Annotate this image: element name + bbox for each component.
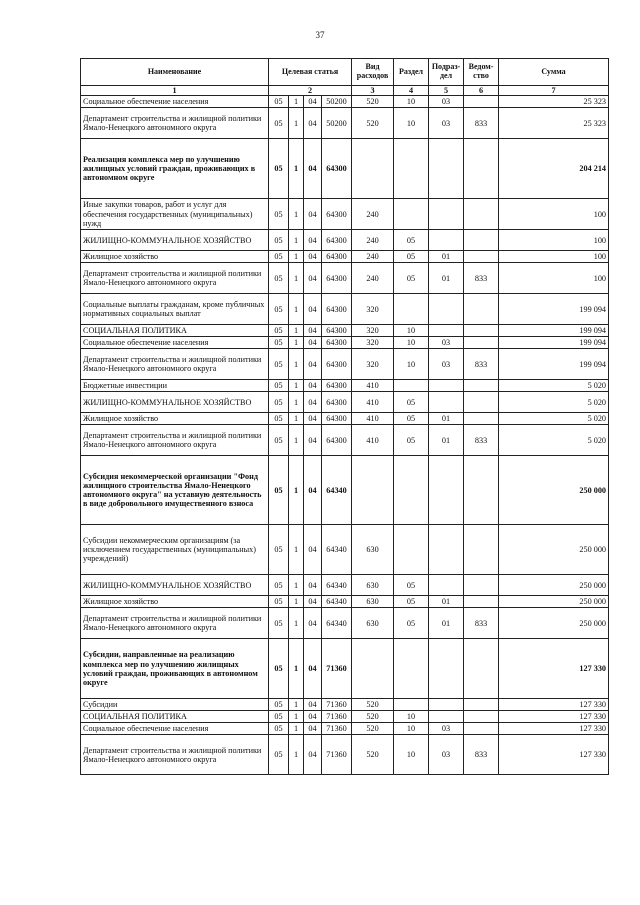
target-article-part3: 04: [304, 639, 322, 699]
target-article-part3: 04: [304, 325, 322, 337]
section-cell: 05: [394, 596, 429, 608]
target-article-part2: 1: [289, 251, 304, 263]
sum-cell: 127 330: [499, 735, 609, 775]
sum-cell: 199 094: [499, 325, 609, 337]
target-article-part2: 1: [289, 349, 304, 380]
target-article-part2: 1: [289, 139, 304, 199]
index-cell: 1: [81, 86, 269, 96]
sum-cell: 5 020: [499, 425, 609, 456]
row-name: ЖИЛИЩНО-КОММУНАЛЬНОЕ ХОЗЯЙСТВО: [81, 392, 269, 413]
header-target-article: Целевая статья: [269, 59, 352, 86]
department-cell: 833: [464, 608, 499, 639]
row-name: Социальное обеспечение населения: [81, 723, 269, 735]
sum-cell: 100: [499, 251, 609, 263]
target-article-part1: 05: [269, 425, 289, 456]
subsection-cell: 01: [429, 608, 464, 639]
target-article-part2: 1: [289, 608, 304, 639]
section-cell: 10: [394, 711, 429, 723]
subsection-cell: [429, 525, 464, 575]
target-article-part2: 1: [289, 263, 304, 294]
target-article-part1: 05: [269, 251, 289, 263]
expense-type-cell: 320: [352, 325, 394, 337]
table-row: [81, 711, 609, 723]
sum-cell: 5 020: [499, 380, 609, 392]
row-name: Субсидии: [81, 699, 269, 711]
budget-table: [80, 58, 609, 775]
header-department: Ведом-ство: [464, 59, 499, 86]
row-name: Субсидии, направленные на реализацию комплекса мер по улучшению жилищных условий граждан, проживающих в автономном округе: [81, 639, 269, 699]
target-article-part2: 1: [289, 413, 304, 425]
target-article-part2: 1: [289, 699, 304, 711]
target-article-part1: 05: [269, 525, 289, 575]
target-article-code: 64300: [322, 392, 352, 413]
section-cell: 10: [394, 349, 429, 380]
target-article-part1: 05: [269, 392, 289, 413]
row-name: Реализация комплекса мер по улучшению жилищных условий граждан, проживающих в автономном округе: [81, 139, 269, 199]
target-article-part3: 04: [304, 251, 322, 263]
department-cell: [464, 413, 499, 425]
table-row: [81, 608, 609, 639]
sum-cell: 199 094: [499, 337, 609, 349]
sum-cell: 25 323: [499, 96, 609, 108]
target-article-part3: 04: [304, 230, 322, 251]
index-cell: 3: [352, 86, 394, 96]
expense-type-cell: 410: [352, 425, 394, 456]
section-cell: 05: [394, 251, 429, 263]
row-name: ЖИЛИЩНО-КОММУНАЛЬНОЕ ХОЗЯЙСТВО: [81, 575, 269, 596]
section-cell: 05: [394, 608, 429, 639]
table-row: [81, 108, 609, 139]
target-article-part1: 05: [269, 337, 289, 349]
subsection-cell: 01: [429, 263, 464, 294]
target-article-part1: 05: [269, 294, 289, 325]
row-name: Департамент строительства и жилищной политики Ямало-Ненецкого автономного округа: [81, 735, 269, 775]
target-article-part3: 04: [304, 108, 322, 139]
target-article-part1: 05: [269, 139, 289, 199]
expense-type-cell: 240: [352, 199, 394, 230]
row-name: Социальное обеспечение населения: [81, 96, 269, 108]
table-header-row: [81, 59, 609, 86]
row-name: Социальные выплаты гражданам, кроме публичных нормативных социальных выплат: [81, 294, 269, 325]
row-name: ЖИЛИЩНО-КОММУНАЛЬНОЕ ХОЗЯЙСТВО: [81, 230, 269, 251]
expense-type-cell: 630: [352, 575, 394, 596]
target-article-part3: 04: [304, 349, 322, 380]
table-row: [81, 413, 609, 425]
table-row: [81, 349, 609, 380]
expense-type-cell: 410: [352, 380, 394, 392]
expense-type-cell: 320: [352, 294, 394, 325]
expense-type-cell: [352, 139, 394, 199]
target-article-code: 50200: [322, 108, 352, 139]
target-article-part2: 1: [289, 639, 304, 699]
subsection-cell: [429, 639, 464, 699]
sum-cell: 5 020: [499, 392, 609, 413]
section-cell: [394, 199, 429, 230]
section-cell: 05: [394, 392, 429, 413]
target-article-code: 64340: [322, 575, 352, 596]
target-article-code: 64340: [322, 456, 352, 525]
target-article-part3: 04: [304, 199, 322, 230]
target-article-part3: 04: [304, 711, 322, 723]
target-article-part2: 1: [289, 230, 304, 251]
expense-type-cell: 240: [352, 230, 394, 251]
sum-cell: 250 000: [499, 608, 609, 639]
section-cell: 10: [394, 337, 429, 349]
department-cell: [464, 325, 499, 337]
section-cell: 10: [394, 735, 429, 775]
row-name: Жилищное хозяйство: [81, 413, 269, 425]
target-article-part1: 05: [269, 456, 289, 525]
target-article-part3: 04: [304, 263, 322, 294]
row-name: Иные закупки товаров, работ и услуг для обеспечения государственных (муниципальных) нужд: [81, 199, 269, 230]
row-name: Департамент строительства и жилищной политики Ямало-Ненецкого автономного округа: [81, 349, 269, 380]
subsection-cell: 03: [429, 349, 464, 380]
expense-type-cell: 630: [352, 608, 394, 639]
sum-cell: 250 000: [499, 596, 609, 608]
target-article-part2: 1: [289, 723, 304, 735]
department-cell: 833: [464, 263, 499, 294]
department-cell: [464, 337, 499, 349]
target-article-part2: 1: [289, 425, 304, 456]
target-article-part3: 04: [304, 525, 322, 575]
target-article-code: 64300: [322, 199, 352, 230]
sum-cell: 204 214: [499, 139, 609, 199]
section-cell: 10: [394, 325, 429, 337]
department-cell: [464, 525, 499, 575]
department-cell: [464, 699, 499, 711]
target-article-part1: 05: [269, 380, 289, 392]
table-row: [81, 325, 609, 337]
table-row: [81, 525, 609, 575]
department-cell: [464, 596, 499, 608]
table-row: [81, 456, 609, 525]
section-cell: 05: [394, 230, 429, 251]
header-subsection: Подраз-дел: [429, 59, 464, 86]
target-article-part3: 04: [304, 456, 322, 525]
department-cell: [464, 711, 499, 723]
row-name: Департамент строительства и жилищной политики Ямало-Ненецкого автономного округа: [81, 263, 269, 294]
table-row: [81, 263, 609, 294]
expense-type-cell: 410: [352, 392, 394, 413]
index-cell: 7: [499, 86, 609, 96]
row-name: Жилищное хозяйство: [81, 596, 269, 608]
target-article-part1: 05: [269, 596, 289, 608]
sum-cell: 250 000: [499, 575, 609, 596]
expense-type-cell: 520: [352, 711, 394, 723]
subsection-cell: [429, 380, 464, 392]
subsection-cell: 03: [429, 723, 464, 735]
table-row: [81, 596, 609, 608]
expense-type-cell: [352, 639, 394, 699]
table-row: [81, 392, 609, 413]
sum-cell: 250 000: [499, 525, 609, 575]
target-article-part3: 04: [304, 294, 322, 325]
target-article-part1: 05: [269, 96, 289, 108]
department-cell: [464, 575, 499, 596]
expense-type-cell: 520: [352, 723, 394, 735]
sum-cell: 100: [499, 199, 609, 230]
target-article-part2: 1: [289, 337, 304, 349]
target-article-part3: 04: [304, 596, 322, 608]
sum-cell: 199 094: [499, 294, 609, 325]
target-article-part3: 04: [304, 392, 322, 413]
target-article-code: 64300: [322, 325, 352, 337]
target-article-part3: 04: [304, 139, 322, 199]
table-row: [81, 723, 609, 735]
expense-type-cell: 630: [352, 525, 394, 575]
section-cell: 10: [394, 96, 429, 108]
department-cell: [464, 456, 499, 525]
department-cell: 833: [464, 735, 499, 775]
table-row: [81, 251, 609, 263]
row-name: Департамент строительства и жилищной политики Ямало-Ненецкого автономного округа: [81, 108, 269, 139]
header-sum: Сумма: [499, 59, 609, 86]
table-row: [81, 294, 609, 325]
sum-cell: 250 000: [499, 456, 609, 525]
sum-cell: 100: [499, 263, 609, 294]
subsection-cell: 03: [429, 337, 464, 349]
target-article-part1: 05: [269, 608, 289, 639]
target-article-part1: 05: [269, 735, 289, 775]
department-cell: [464, 392, 499, 413]
section-cell: 10: [394, 108, 429, 139]
target-article-code: 64300: [322, 337, 352, 349]
subsection-cell: 01: [429, 413, 464, 425]
target-article-code: 64340: [322, 596, 352, 608]
expense-type-cell: 240: [352, 251, 394, 263]
target-article-part2: 1: [289, 575, 304, 596]
target-article-code: 71360: [322, 711, 352, 723]
sum-cell: 199 094: [499, 349, 609, 380]
target-article-part3: 04: [304, 425, 322, 456]
table-row: [81, 337, 609, 349]
expense-type-cell: 520: [352, 108, 394, 139]
department-cell: [464, 199, 499, 230]
target-article-part1: 05: [269, 413, 289, 425]
section-cell: [394, 699, 429, 711]
row-name: СОЦИАЛЬНАЯ ПОЛИТИКА: [81, 325, 269, 337]
target-article-part3: 04: [304, 413, 322, 425]
expense-type-cell: [352, 456, 394, 525]
target-article-code: 64300: [322, 380, 352, 392]
subsection-cell: [429, 325, 464, 337]
row-name: Департамент строительства и жилищной политики Ямало-Ненецкого автономного округа: [81, 608, 269, 639]
expense-type-cell: 320: [352, 337, 394, 349]
target-article-code: 50200: [322, 96, 352, 108]
target-article-part1: 05: [269, 325, 289, 337]
target-article-part1: 05: [269, 230, 289, 251]
subsection-cell: 01: [429, 251, 464, 263]
target-article-part1: 05: [269, 723, 289, 735]
department-cell: [464, 380, 499, 392]
subsection-cell: [429, 575, 464, 596]
index-cell: 5: [429, 86, 464, 96]
target-article-part2: 1: [289, 456, 304, 525]
target-article-part1: 05: [269, 711, 289, 723]
expense-type-cell: 240: [352, 263, 394, 294]
header-section: Раздел: [394, 59, 429, 86]
department-cell: [464, 96, 499, 108]
row-name: Субсидии некоммерческим организациям (за исключением государственных (муниципальных) учреждений): [81, 525, 269, 575]
target-article-part1: 05: [269, 699, 289, 711]
target-article-part3: 04: [304, 735, 322, 775]
subsection-cell: [429, 699, 464, 711]
target-article-part3: 04: [304, 608, 322, 639]
target-article-code: 71360: [322, 723, 352, 735]
row-name: Департамент строительства и жилищной политики Ямало-Ненецкого автономного округа: [81, 425, 269, 456]
row-name: Социальное обеспечение населения: [81, 337, 269, 349]
sum-cell: 25 323: [499, 108, 609, 139]
target-article-part2: 1: [289, 392, 304, 413]
index-cell: 4: [394, 86, 429, 96]
target-article-code: 64300: [322, 251, 352, 263]
section-cell: [394, 380, 429, 392]
table-row: [81, 639, 609, 699]
row-name: Бюджетные инвестиции: [81, 380, 269, 392]
target-article-code: 71360: [322, 699, 352, 711]
department-cell: 833: [464, 349, 499, 380]
expense-type-cell: 520: [352, 699, 394, 711]
subsection-cell: [429, 392, 464, 413]
subsection-cell: 03: [429, 96, 464, 108]
target-article-code: 64300: [322, 349, 352, 380]
target-article-code: 64300: [322, 425, 352, 456]
target-article-part2: 1: [289, 525, 304, 575]
subsection-cell: 01: [429, 596, 464, 608]
department-cell: [464, 230, 499, 251]
sum-cell: 127 330: [499, 639, 609, 699]
target-article-code: 64340: [322, 608, 352, 639]
section-cell: 10: [394, 723, 429, 735]
section-cell: 05: [394, 413, 429, 425]
target-article-part2: 1: [289, 735, 304, 775]
subsection-cell: [429, 230, 464, 251]
expense-type-cell: 520: [352, 96, 394, 108]
expense-type-cell: 320: [352, 349, 394, 380]
header-expense-type: Вид расходов: [352, 59, 394, 86]
table-row: [81, 380, 609, 392]
expense-type-cell: 520: [352, 735, 394, 775]
table-index-row: [81, 86, 609, 96]
target-article-code: 64300: [322, 413, 352, 425]
department-cell: [464, 294, 499, 325]
target-article-part1: 05: [269, 575, 289, 596]
target-article-part3: 04: [304, 337, 322, 349]
section-cell: [394, 456, 429, 525]
target-article-part3: 04: [304, 96, 322, 108]
sum-cell: 127 330: [499, 699, 609, 711]
target-article-part1: 05: [269, 263, 289, 294]
row-name: СОЦИАЛЬНАЯ ПОЛИТИКА: [81, 711, 269, 723]
page-number: 37: [315, 30, 325, 40]
target-article-code: 64300: [322, 139, 352, 199]
target-article-part2: 1: [289, 711, 304, 723]
index-cell: 2: [269, 86, 352, 96]
subsection-cell: 01: [429, 425, 464, 456]
target-article-part1: 05: [269, 639, 289, 699]
table-row: [81, 96, 609, 108]
table-row: [81, 230, 609, 251]
department-cell: [464, 723, 499, 735]
target-article-part3: 04: [304, 699, 322, 711]
department-cell: [464, 139, 499, 199]
target-article-code: 64340: [322, 525, 352, 575]
target-article-part2: 1: [289, 294, 304, 325]
target-article-code: 64300: [322, 294, 352, 325]
sum-cell: 5 020: [499, 413, 609, 425]
row-name: Субсидия некоммерческой организации "Фонд жилищного строительства Ямало-Ненецкого автономного округа" на уставную деятельность в виде добровольного имущественного взноса: [81, 456, 269, 525]
target-article-part3: 04: [304, 575, 322, 596]
target-article-code: 71360: [322, 735, 352, 775]
section-cell: 05: [394, 425, 429, 456]
department-cell: [464, 251, 499, 263]
target-article-code: 71360: [322, 639, 352, 699]
table-row: [81, 425, 609, 456]
expense-type-cell: 630: [352, 596, 394, 608]
subsection-cell: [429, 294, 464, 325]
subsection-cell: 03: [429, 735, 464, 775]
table-row: [81, 199, 609, 230]
target-article-part2: 1: [289, 108, 304, 139]
subsection-cell: [429, 456, 464, 525]
section-cell: [394, 294, 429, 325]
target-article-part2: 1: [289, 199, 304, 230]
row-name: Жилищное хозяйство: [81, 251, 269, 263]
target-article-part3: 04: [304, 723, 322, 735]
target-article-part2: 1: [289, 380, 304, 392]
sum-cell: 100: [499, 230, 609, 251]
target-article-part3: 04: [304, 380, 322, 392]
target-article-part2: 1: [289, 596, 304, 608]
table-row: [81, 575, 609, 596]
expense-type-cell: 410: [352, 413, 394, 425]
target-article-part1: 05: [269, 199, 289, 230]
department-cell: [464, 639, 499, 699]
subsection-cell: [429, 139, 464, 199]
sum-cell: 127 330: [499, 723, 609, 735]
section-cell: 05: [394, 575, 429, 596]
section-cell: [394, 639, 429, 699]
subsection-cell: [429, 711, 464, 723]
section-cell: [394, 525, 429, 575]
target-article-code: 64300: [322, 263, 352, 294]
target-article-code: 64300: [322, 230, 352, 251]
table-row: [81, 139, 609, 199]
section-cell: 05: [394, 263, 429, 294]
subsection-cell: [429, 199, 464, 230]
subsection-cell: 03: [429, 108, 464, 139]
target-article-part2: 1: [289, 96, 304, 108]
header-name: Наименование: [81, 59, 269, 86]
department-cell: 833: [464, 108, 499, 139]
section-cell: [394, 139, 429, 199]
sum-cell: 127 330: [499, 711, 609, 723]
target-article-part1: 05: [269, 108, 289, 139]
target-article-part1: 05: [269, 349, 289, 380]
department-cell: 833: [464, 425, 499, 456]
table-row: [81, 699, 609, 711]
index-cell: 6: [464, 86, 499, 96]
table-row: [81, 735, 609, 775]
target-article-part2: 1: [289, 325, 304, 337]
